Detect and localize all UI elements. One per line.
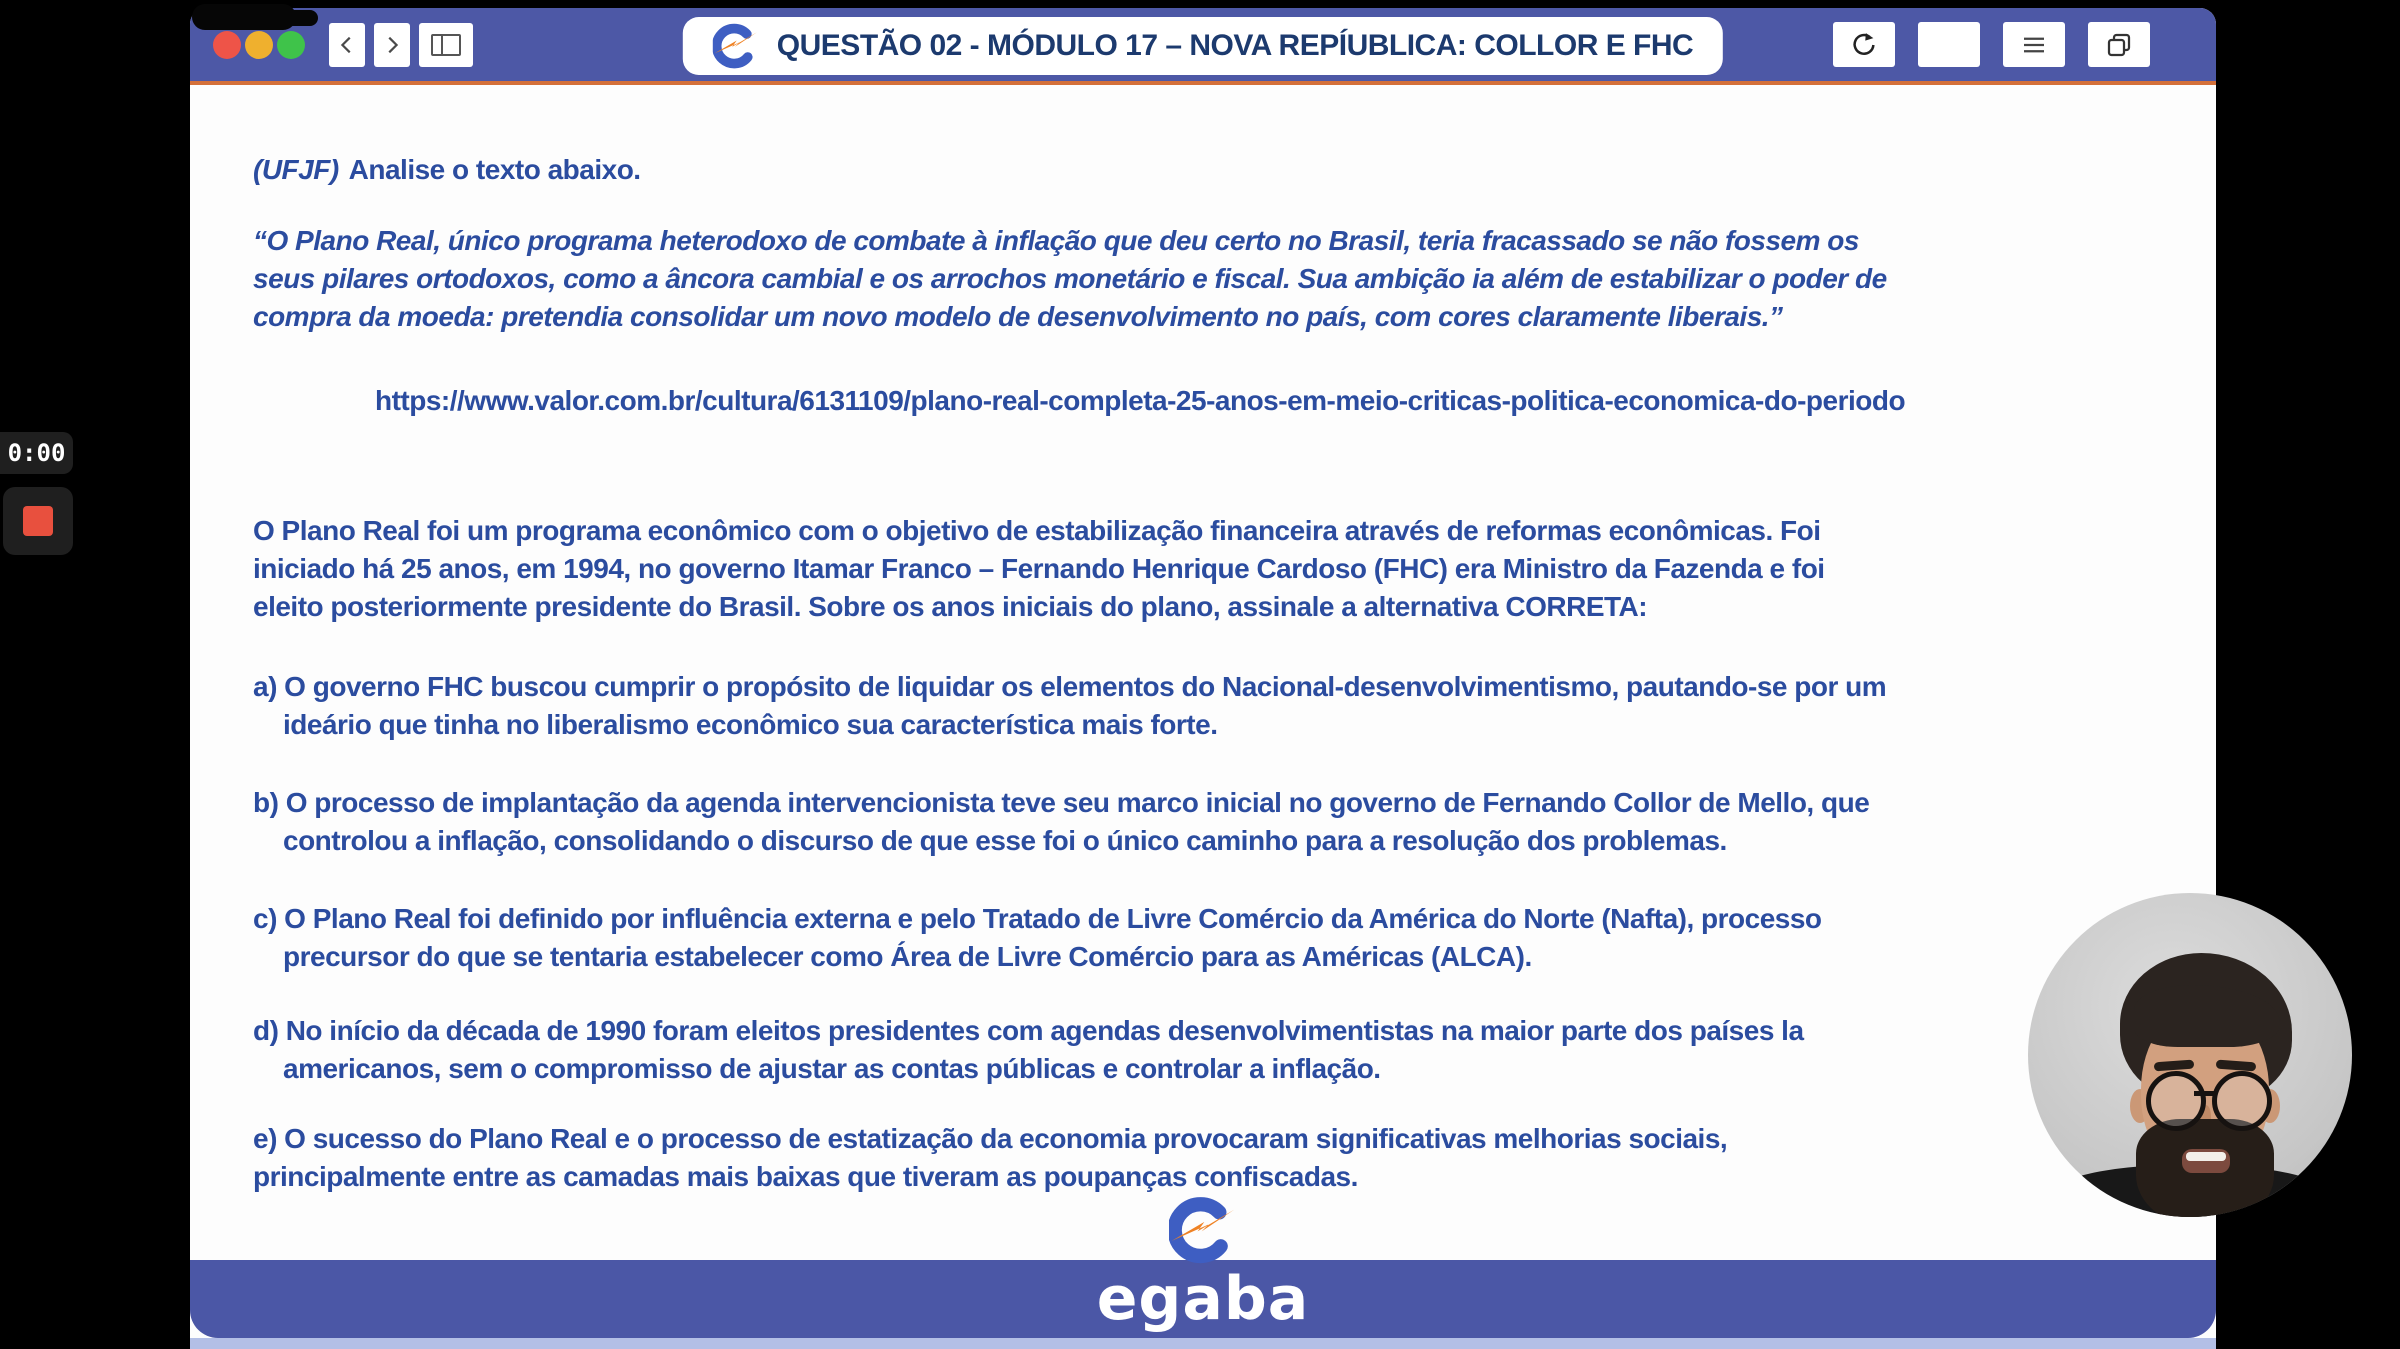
option-b-line: b) O processo de implantação da agenda intervencionista teve seu marco inicial no governo de Fernando Collor de Mello, que bbox=[253, 787, 1870, 818]
option-c-line: precursor do que se tentaria estabelecer como Área de Livre Comércio para as Américas (ALCA). bbox=[283, 941, 1532, 972]
windows-button[interactable] bbox=[2088, 22, 2150, 67]
presenter-glasses-bridge bbox=[2194, 1091, 2214, 1096]
presenter-mouth bbox=[2182, 1149, 2230, 1173]
stop-record-button[interactable] bbox=[3, 487, 73, 555]
nav-buttons bbox=[329, 23, 473, 67]
presenter-glasses bbox=[2212, 1071, 2272, 1131]
presenter-teeth bbox=[2186, 1152, 2226, 1161]
question-slide bbox=[190, 85, 2216, 1196]
option-b bbox=[253, 784, 2216, 860]
cursor-blob bbox=[192, 4, 296, 30]
menu-button[interactable] bbox=[2003, 22, 2065, 67]
minimize-traffic-light-icon[interactable] bbox=[245, 31, 273, 59]
refresh-icon bbox=[1849, 30, 1879, 60]
option-e-line: principalmente entre as camadas mais baixas que tiveram as poupanças confiscadas. bbox=[253, 1161, 1358, 1192]
option-b-line: controlou a inflação, consolidando o discurso de que esse foi o único caminho para a resolução dos problemas. bbox=[283, 825, 1727, 856]
quote-line: “O Plano Real, único programa heterodoxo de combate à inflação que deu certo no Brasil, teria fracassado se não fossem os bbox=[253, 225, 1859, 256]
menu-icon bbox=[2017, 30, 2051, 60]
sidebar-toggle-button[interactable] bbox=[419, 23, 473, 67]
question-intro bbox=[253, 512, 2216, 626]
quote-line: compra da moeda: pretendia consolidar um novo modelo de desenvolvimento no país, com cores claramente liberais.” bbox=[253, 301, 1783, 332]
option-e bbox=[253, 1120, 2216, 1196]
presenter-glasses bbox=[2146, 1071, 2206, 1131]
option-d-line: d) No início da década de 1990 foram eleitos presidentes com agendas desenvolvimentistas na maior parte dos países la bbox=[253, 1015, 1804, 1046]
brand-wordmark: egaba bbox=[1096, 1264, 1310, 1334]
brand-lightning-e-icon bbox=[713, 23, 759, 69]
question-source-label: (UFJF) bbox=[253, 154, 339, 185]
source-url: https://www.valor.com.br/cultura/6131109/plano-real-completa-25-anos-em-meio-criticas-politica-economica-do-periodo bbox=[375, 385, 1906, 416]
app-window bbox=[190, 8, 2216, 1349]
quote-paragraph bbox=[253, 222, 2216, 336]
intro-line: eleito posteriormente presidente do Brasil. Sobre os anos iniciais do plano, assinale a alternativa CORRETA: bbox=[253, 591, 1648, 622]
quote-line: seus pilares ortodoxos, como a âncora cambial e os arrochos monetário e fiscal. Sua ambição ia além de estabilizar o poder de bbox=[253, 263, 1887, 294]
option-e-line: e) O sucesso do Plano Real e o processo de estatização da economia provocaram significativas melhorias sociais, bbox=[253, 1123, 1728, 1154]
intro-line: O Plano Real foi um programa econômico com o objetivo de estabilização financeira através de reformas econômicas. Foi bbox=[253, 515, 1821, 546]
back-button[interactable] bbox=[329, 23, 365, 67]
recording-timer: 0:00 bbox=[0, 432, 73, 474]
close-traffic-light-icon[interactable] bbox=[213, 31, 241, 59]
footer-band bbox=[190, 1260, 2216, 1338]
titlebar bbox=[190, 8, 2216, 85]
brand-lightning-e-icon bbox=[1169, 1196, 1237, 1264]
option-a bbox=[253, 668, 2216, 744]
option-d bbox=[253, 1012, 2216, 1088]
overlapping-windows-icon bbox=[2104, 30, 2134, 60]
stop-record-icon bbox=[23, 506, 53, 536]
option-a-line: a) O governo FHC buscou cumprir o propósito de liquidar os elementos do Nacional-desenvolvimentismo, pautando-se por um bbox=[253, 671, 1887, 702]
blank-button[interactable] bbox=[1918, 22, 1980, 67]
option-c-line: c) O Plano Real foi definido por influência externa e pelo Tratado de Livre Comércio da América do Norte (Nafta), processo bbox=[253, 903, 1822, 934]
intro-line: iniciado há 25 anos, em 1994, no governo Itamar Franco – Fernando Henrique Cardoso (FHC) era Ministro da Fazenda e foi bbox=[253, 553, 1825, 584]
traffic-lights bbox=[213, 31, 305, 59]
toolbar-right bbox=[1833, 22, 2150, 67]
back-icon bbox=[336, 31, 358, 59]
question-header bbox=[253, 151, 2216, 189]
option-a-line: ideário que tinha no liberalismo econômico sua característica mais forte. bbox=[283, 709, 1218, 740]
webcam-overlay bbox=[2028, 893, 2352, 1217]
forward-icon bbox=[381, 31, 403, 59]
question-instruction: Analise o texto abaixo. bbox=[348, 154, 641, 185]
sidebar-toggle-icon bbox=[431, 34, 461, 56]
bottom-strip bbox=[190, 1338, 2216, 1349]
page-title: QUESTÃO 02 - MÓDULO 17 – NOVA REPÍUBLICA: COLLOR E FHC bbox=[776, 29, 1694, 62]
window-title-pill bbox=[683, 17, 1723, 75]
refresh-button[interactable] bbox=[1833, 22, 1895, 67]
zoom-traffic-light-icon[interactable] bbox=[277, 31, 305, 59]
option-d-line: americanos, sem o compromisso de ajustar as contas públicas e controlar a inflação. bbox=[283, 1053, 1381, 1084]
option-c bbox=[253, 900, 2216, 976]
forward-button[interactable] bbox=[374, 23, 410, 67]
